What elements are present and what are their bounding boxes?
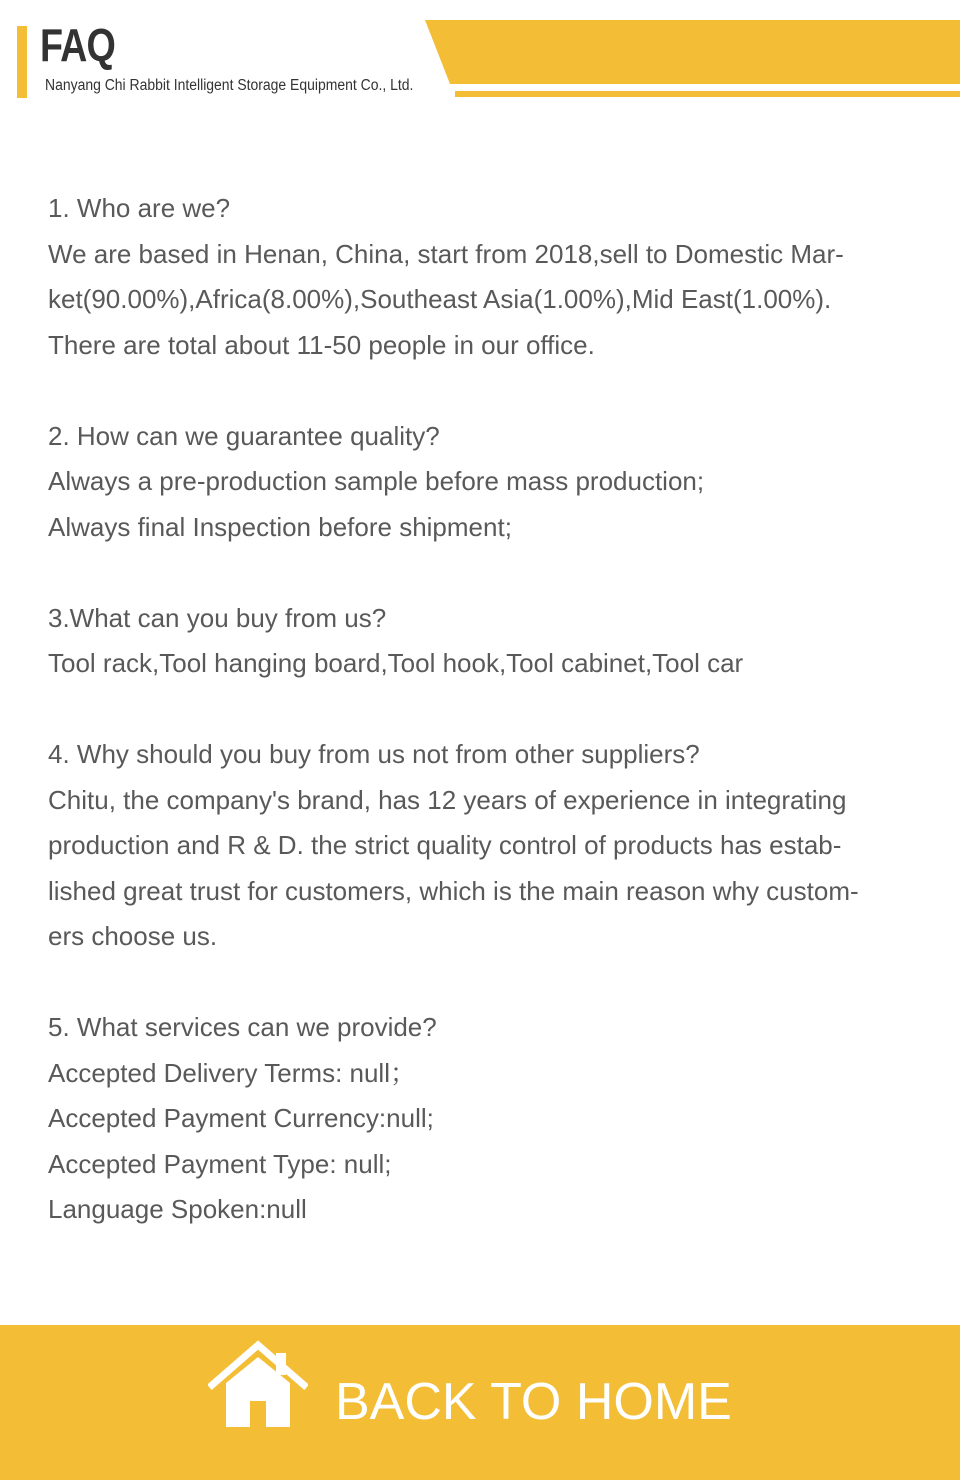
header-accent-bar (17, 26, 27, 98)
faq-answer-line: Chitu, the company's brand, has 12 years of experience in integrating (48, 784, 847, 815)
faq-answer-line: We are based in Henan, China, start from 2018,sell to Domestic Mar- (48, 238, 844, 269)
faq-answer-line: Accepted Delivery Terms: null； (48, 1057, 416, 1088)
faq-question: 4. Why should you buy from us not from other suppliers? (48, 739, 700, 769)
faq-answer-line: production and R & D. the strict quality control of products has estab- (48, 830, 842, 860)
faq-question: 1. Who are we? (48, 193, 231, 223)
page-header (0, 0, 960, 110)
faq-question: 5. What services can we provide? (48, 1012, 437, 1042)
back-to-home-button[interactable] (0, 1325, 960, 1480)
faq-answer-line: Language Spoken:null (48, 1194, 307, 1224)
faq-answer-line: Accepted Payment Currency:null; (48, 1103, 434, 1133)
faq-answer-line: Always a pre-production sample before mass production; (48, 466, 705, 496)
faq-answer-line: ers choose us. (48, 921, 218, 951)
faq-item (48, 1005, 918, 1233)
faq-answer-line: ket(90.00%),Africa(8.00%),Southeast Asia(1.00%),Mid East(1.00%). (48, 284, 832, 314)
faq-item (48, 596, 918, 687)
faq-answer-line: Always final Inspection before shipment; (48, 511, 512, 542)
company-name: Nanyang Chi Rabbit Intelligent Storage Equipment Co., Ltd. (45, 77, 414, 94)
back-to-home-label: BACK TO HOME (335, 1373, 732, 1431)
faq-item (48, 414, 918, 551)
faq-item (48, 732, 918, 960)
faq-answer-line: lished great trust for customers, which is the main reason why custom- (48, 875, 859, 906)
faq-answer-line: Tool rack,Tool hanging board,Tool hook,Tool cabinet,Tool car (48, 648, 744, 678)
faq-question: 2. How can we guarantee quality? (48, 420, 440, 451)
home-icon (208, 1339, 308, 1435)
page-title: FAQ (40, 19, 116, 71)
faq-answer-line: There are total about 11-50 people in our office. (48, 329, 595, 360)
faq-answer-line: Accepted Payment Type: null; (48, 1148, 392, 1179)
faq-item (48, 186, 918, 368)
faq-list (48, 186, 918, 1233)
faq-question: 3.What can you buy from us? (48, 602, 387, 633)
